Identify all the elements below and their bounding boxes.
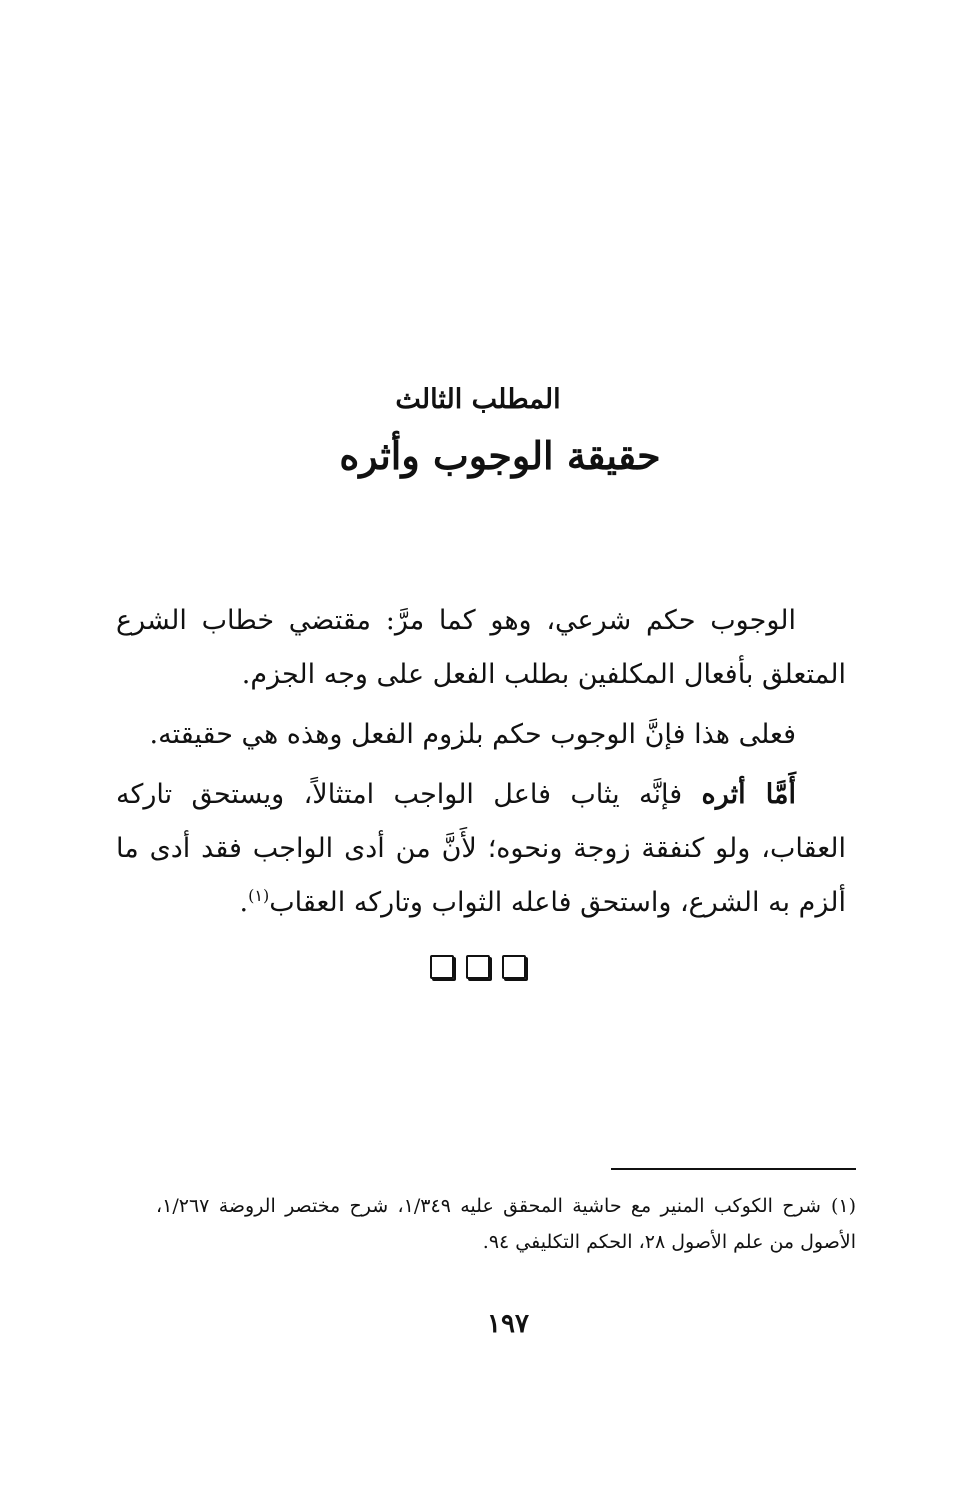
paragraph-effect — [116, 768, 846, 930]
paragraph-definition: الوجوب حكم شرعي، وهو كما مرَّ: مقتضي خطاب الشرع المتعلق بأفعال المكلفين بطلب الفعل على وجه الجزم. — [116, 605, 846, 690]
footnote — [156, 1188, 856, 1260]
paragraph-effect-lead: أَمَّا أثره — [701, 779, 796, 810]
section-divider-ornament — [0, 955, 956, 979]
page-number: ١٩٧ — [487, 1309, 529, 1339]
square-box-icon — [502, 955, 526, 979]
section-label: المطلب الثالث — [395, 384, 561, 415]
paragraph-effect-end: . — [239, 887, 249, 918]
square-box-icon — [430, 955, 454, 979]
square-box-icon — [466, 955, 490, 979]
paragraph-reality: فعلى هذا فإنَّ الوجوب حكم بلزوم الفعل وهذه هي حقيقته. — [149, 719, 796, 750]
section-title: حقيقة الوجوب وأثره — [339, 433, 661, 478]
paragraph-effect-body: فإنَّه يثاب فاعل الواجب امتثالاً، ويستحق تاركه العقاب، ولو كنفقة زوجة ونحوه؛ لأَنَّ من أدى الواجب فقد أدى ما ألزم به الشرع، واستحق فاعله الثواب وتاركه العقاب — [116, 779, 846, 918]
footnote-text: شرح الكوكب المنير مع حاشية المحقق عليه ١/٣٤٩، شرح مختصر الروضة ١/٢٦٧، الأصول من علم الأصول ٢٨، الحكم التكليفي ٩٤. — [156, 1195, 856, 1253]
footnote-number: (١) — [830, 1195, 856, 1217]
footnote-reference: (١) — [248, 886, 270, 905]
footnote-separator — [611, 1168, 856, 1170]
